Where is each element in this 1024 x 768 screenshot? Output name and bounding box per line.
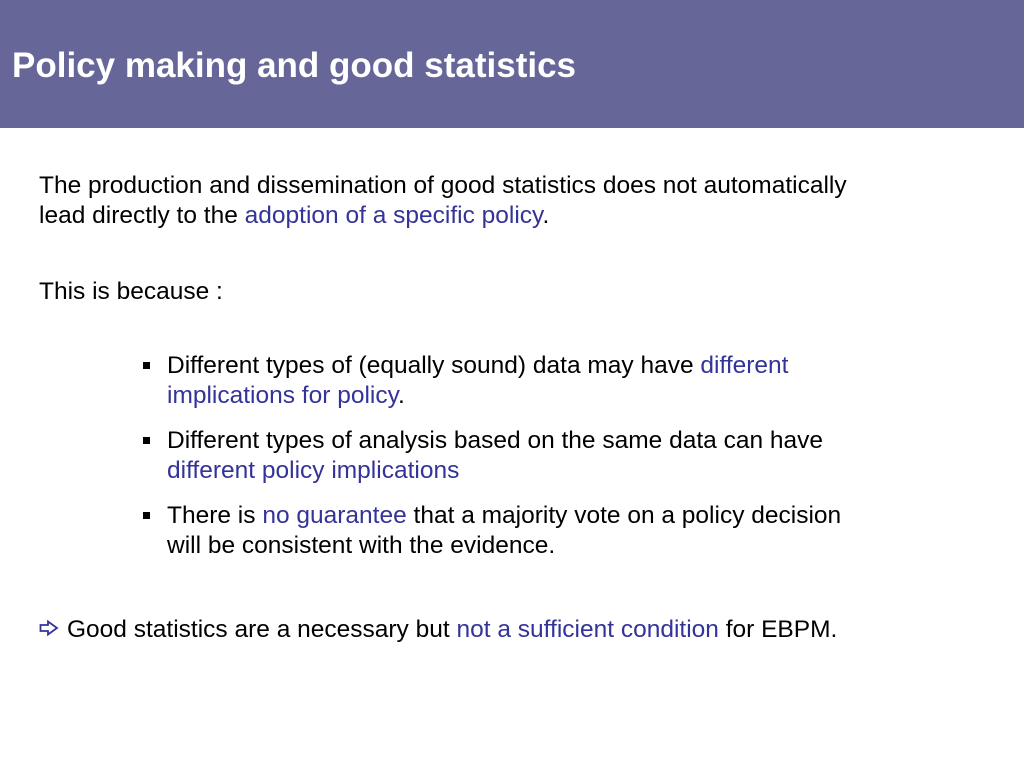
bullet-1-highlight-b: implications for policy [167,382,399,409]
list-item [143,426,963,486]
bullet-3-text-a: There is [167,502,263,529]
because-paragraph: This is because : [39,278,223,305]
intro-paragraph [39,171,847,231]
bullet-1-end: . [398,382,405,409]
reasons-list [143,351,963,576]
square-bullet-icon [143,362,150,369]
conclusion-highlight: not a sufficient condition [456,616,719,643]
bullet-2-highlight: different policy implications [167,457,460,484]
conclusion-paragraph [39,615,837,645]
bullet-1-highlight-a: different [700,352,789,379]
slide-title: Policy making and good statistics [12,46,577,85]
square-bullet-icon [143,437,150,444]
square-bullet-icon [143,512,150,519]
title-banner [0,0,1024,128]
intro-line-2-end: . [542,202,550,229]
bullet-3-text-b: that a majority vote on a policy decision [406,502,842,529]
intro-line-1: The production and dissemination of good statistics does not automatically [39,172,847,199]
bullet-3-text-c: will be consistent with the evidence. [167,532,556,559]
bullet-3-highlight: no guarantee [262,502,407,529]
intro-line-2-text: lead directly to the [39,202,245,229]
conclusion-text-a: Good statistics are a necessary but [67,616,457,643]
bullet-2-text: Different types of analysis based on the same data can have [167,427,824,454]
bullet-1-text: Different types of (equally sound) data may have [167,352,701,379]
list-item [143,351,963,411]
intro-highlight: adoption of a specific policy [244,202,543,229]
conclusion-text-b: for EBPM. [718,616,838,643]
list-item [143,501,963,561]
arrow-right-outline-icon [39,614,59,644]
